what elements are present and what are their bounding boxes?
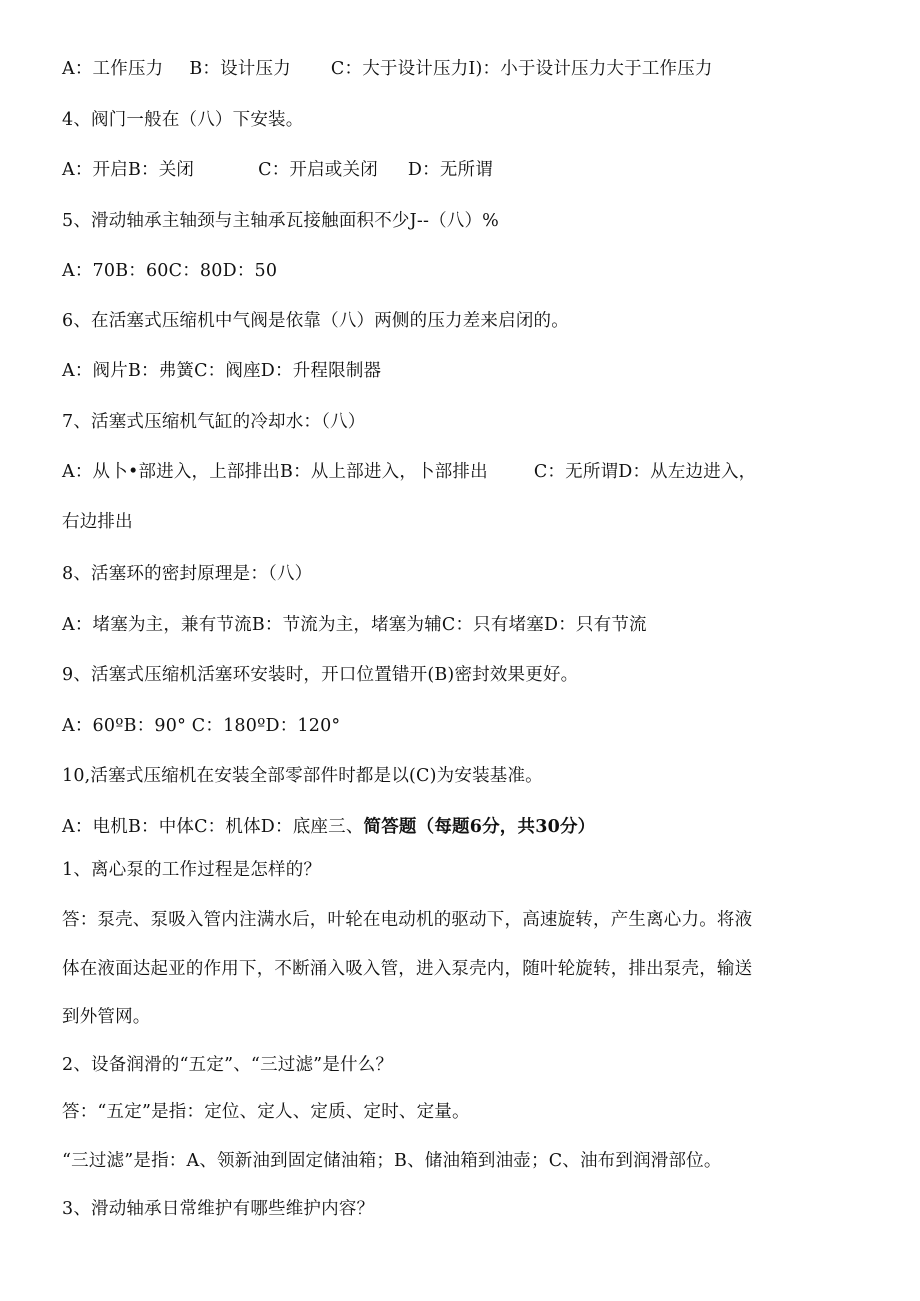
short-question-1: 1、离心泵的工作过程是怎样的？ [62,860,322,880]
answer-1-line-3: 到外管网。 [62,1007,151,1027]
option-c-d: C：大于设计压力I)：小于设计压力大于工作压力 [330,59,713,79]
short-question-2: 2、设备润滑的“五定”、“三过滤”是什么？ [62,1055,394,1075]
answer-1-line-1: 答：泵壳、泵吸入管内注满水后，叶轮在电动机的驱动下，高速旋转，产生离心力。将液 [62,910,753,930]
option-a-b: A：开启B：关闭 [62,160,195,180]
answer-2-line-2: “三过滤”是指：A、领新油到固定储油箱；B、储油箱到油壶；C、油布到润滑部位。 [62,1151,722,1171]
question-6: 6、在活塞式压缩机中气阀是依靠（八）两侧的压力差来启闭的。 [62,311,569,331]
option-c-d: C：无所谓D：从左边进入， [533,462,757,482]
option-line-q4 [62,157,880,183]
option-line-q5: A：70B：60C：80D：50 [62,261,278,281]
option-line-q7 [62,459,880,485]
option-a: A：工作压力 [62,59,164,79]
question-5: 5、滑动轴承主轴颈与主轴承瓦接触面积不少J--（八）% [62,211,500,231]
option-line-q6: A：阀片B：弗簧C：阀座D：升程限制器 [62,361,382,381]
option-b: B：设计压力 [189,59,291,79]
option-line-q3 [62,56,880,82]
question-9: 9、活塞式压缩机活塞环安装时，开口位置错开(B)密封效果更好。 [62,665,579,685]
option-text: A：电机B：中体C：机体D：底座三、 [62,817,364,837]
answer-2-line-1: 答：“五定”是指：定位、定人、定质、定时、定量。 [62,1102,470,1122]
option-line-q8: A：堵塞为主，兼有节流B：节流为主，堵塞为辅C：只有堵塞D：只有节流 [62,615,647,635]
option-line-q10 [62,814,880,840]
question-10: 10,活塞式压缩机在安装全部零部件时都是以(C)为安装基准。 [62,766,543,786]
section-heading: 简答题（每题6分，共30分） [363,817,596,837]
short-question-3: 3、滑动轴承日常维护有哪些维护内容？ [62,1199,375,1219]
question-8: 8、活塞环的密封原理是：（八） [62,564,313,584]
question-7: 7、活塞式压缩机气缸的冷却水：（八） [62,412,366,432]
option-line-q9: A：60ºB：90° C：180ºD：120° [62,716,341,736]
option-c: C：开启或关闭 [258,160,378,180]
option-d: D：无所谓 [407,160,493,180]
answer-1-line-2: 体在液面达起亚的作用下，不断涌入吸入管，进入泵壳内，随叶轮旋转，排出泵壳，输送 [62,959,753,979]
option-a-b: A：从卜•部进入，上部排出B：从上部进入，卜部排出 [62,462,488,482]
option-line-q7-continued: 右边排出 [62,512,133,532]
question-4: 4、阀门一般在（八）下安装。 [62,110,304,130]
